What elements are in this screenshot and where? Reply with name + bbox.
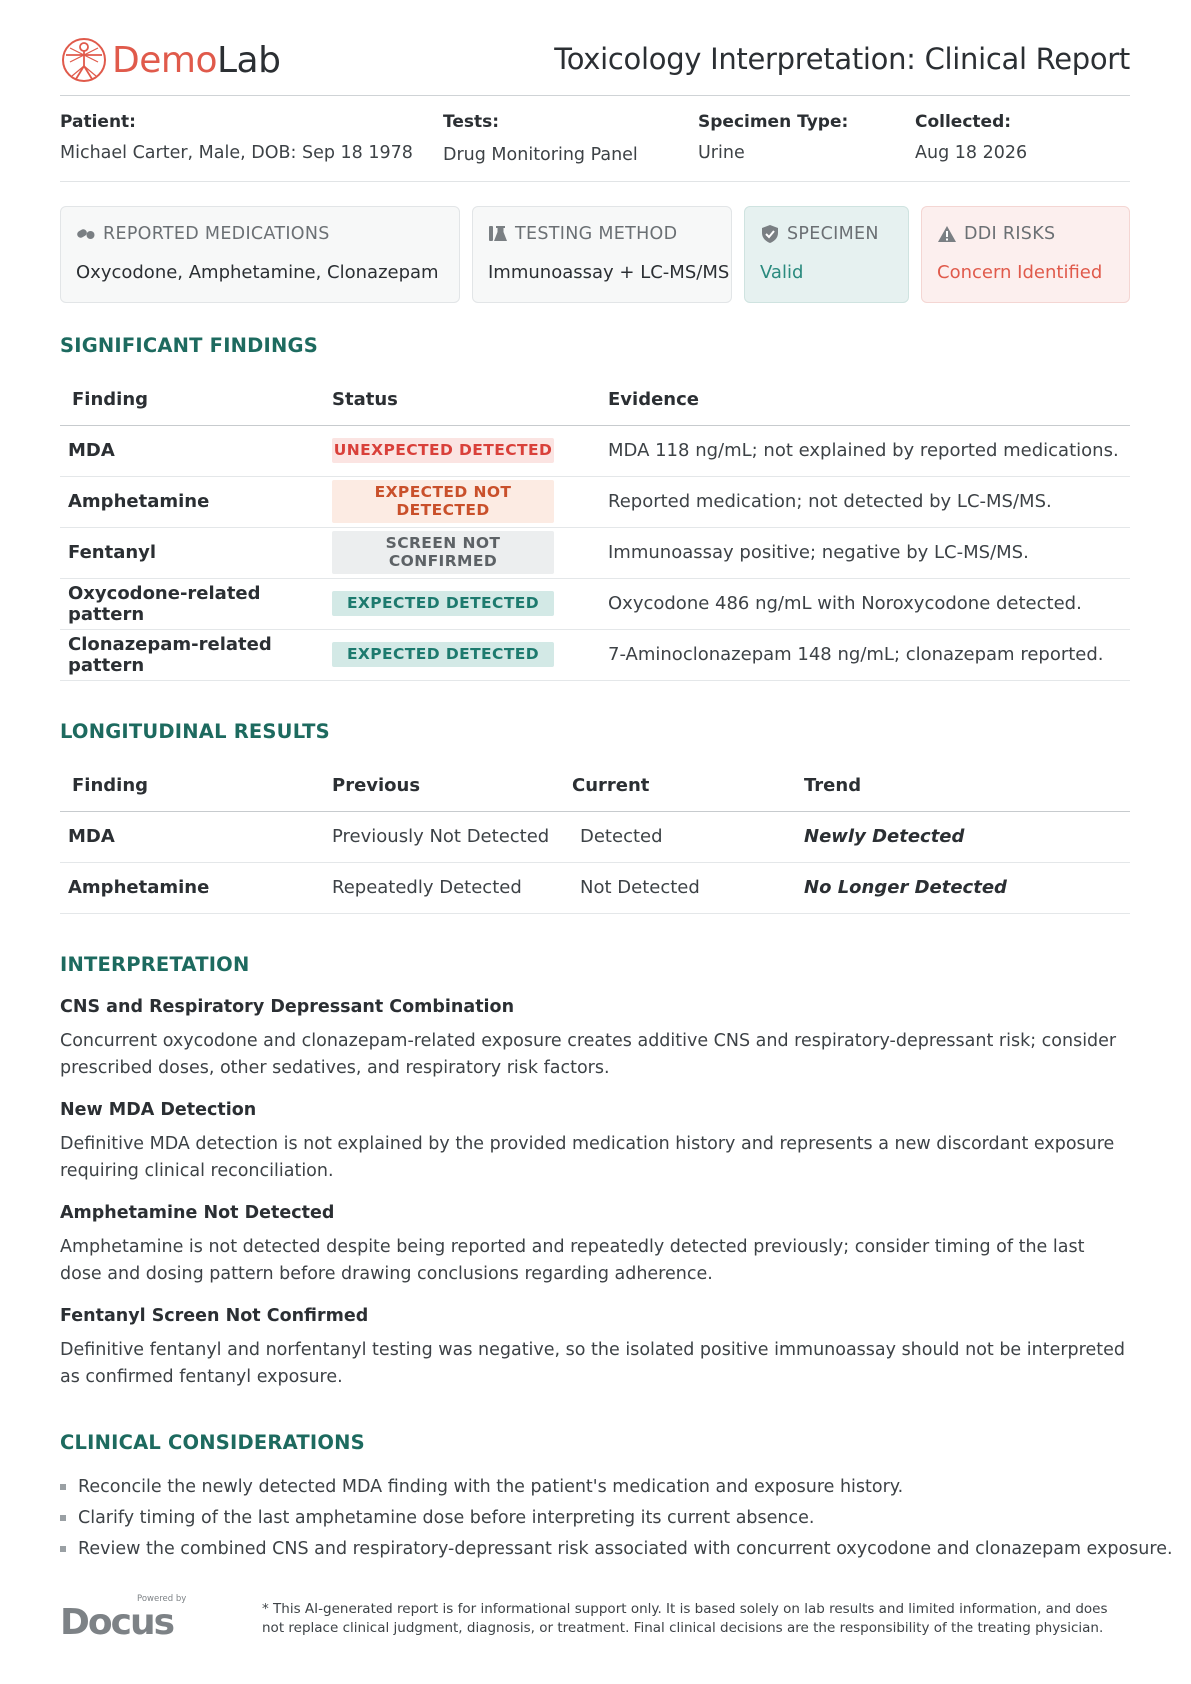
logo-demo-text: Demo (112, 39, 217, 81)
collected-label: Collected: (915, 112, 1012, 132)
trend-value: No Longer Detected (792, 862, 1130, 913)
status-badge: SCREEN NOT CONFIRMED (332, 531, 554, 574)
column-header-current: Current (560, 760, 792, 811)
logo-wordmark (112, 40, 280, 81)
collected-info (915, 112, 1027, 163)
report-title: Toxicology Interpretation: Clinical Report (554, 42, 1130, 76)
flask-icon (488, 224, 508, 244)
specimen-type-label: Specimen Type: (698, 112, 849, 132)
status-badge: EXPECTED DETECTED (332, 642, 554, 667)
specimen-type-info (698, 112, 848, 163)
evidence-text: 7-Aminoclonazepam 148 ng/mL; clonazepam reported. (596, 629, 1130, 680)
warning-icon (937, 224, 957, 244)
column-header-evidence: Evidence (596, 374, 1130, 425)
demolab-logo (60, 36, 280, 84)
patient-value: Michael Carter, Male, DOB: Sep 18 1978 (60, 143, 413, 163)
tests-info (443, 112, 638, 165)
specimen-value: Valid (760, 262, 804, 283)
table-row (60, 862, 1130, 913)
previous-value: Previously Not Detected (320, 811, 560, 862)
evidence-text: Immunoassay positive; negative by LC-MS/MS. (596, 527, 1130, 578)
ddi-risks-card (921, 206, 1130, 303)
patient-info (60, 112, 413, 163)
docus-logo (60, 1594, 190, 1643)
tests-value: Drug Monitoring Panel (443, 145, 638, 165)
longitudinal-results-title: LONGITUDINAL RESULTS (60, 720, 330, 743)
collected-value: Aug 18 2026 (915, 143, 1028, 163)
interpretation-title: INTERPRETATION (60, 953, 250, 976)
table-row (60, 476, 1130, 527)
interpretation-heading: CNS and Respiratory Depressant Combination (60, 997, 515, 1017)
previous-value: Repeatedly Detected (320, 862, 560, 913)
testing-method-value: Immunoassay + LC-MS/MS (488, 262, 730, 283)
status-badge: EXPECTED DETECTED (332, 591, 554, 616)
evidence-text: Oxycodone 486 ng/mL with Noroxycodone detected. (596, 578, 1130, 629)
clinical-considerations-title: CLINICAL CONSIDERATIONS (60, 1431, 365, 1454)
column-header-trend: Trend (792, 760, 1130, 811)
ddi-risks-label: DDI RISKS (964, 224, 1056, 244)
interpretation-heading: Amphetamine Not Detected (60, 1203, 335, 1223)
pills-icon (76, 224, 96, 244)
current-value: Not Detected (560, 862, 792, 913)
list-item: Review the combined CNS and respiratory-depressant risk associated with concurrent oxycodone and clonazepam exposure. (60, 1534, 1150, 1565)
finding-name: MDA (60, 811, 320, 862)
testing-method-card (472, 206, 732, 303)
table-row (60, 629, 1130, 680)
patient-info-bar (60, 112, 1130, 182)
finding-name: Clonazepam-related pattern (60, 629, 320, 680)
shield-check-icon (760, 224, 780, 244)
table-header-row (60, 374, 1130, 425)
reported-medications-value: Oxycodone, Amphetamine, Clonazepam (76, 262, 439, 283)
clinical-considerations-list (60, 1472, 1173, 1565)
evidence-text: MDA 118 ng/mL; not explained by reported medications. (596, 425, 1130, 476)
finding-name: Fentanyl (60, 527, 320, 578)
disclaimer-text: * This AI-generated report is for informational support only. It is based solely on lab results and limited information, and does not replace clinical judgment, diagnosis, or treatment. Final clinical decisions are the responsibility of the treating physician. (262, 1601, 1108, 1636)
finding-name: MDA (60, 425, 320, 476)
status-badge: UNEXPECTED DETECTED (332, 438, 554, 463)
significant-findings-table (60, 374, 1130, 681)
testing-method-label: TESTING METHOD (515, 224, 678, 244)
list-item: Clarify timing of the last amphetamine dose before interpreting its current absence. (60, 1503, 1150, 1534)
interpretation-heading: New MDA Detection (60, 1100, 257, 1120)
interpretation-paragraph: Definitive MDA detection is not explained by the provided medication history and represents a new discordant exposure requiring clinical reconciliation. (60, 1134, 1115, 1181)
table-header-row (60, 760, 1130, 811)
ddi-risks-value: Concern Identified (937, 262, 1103, 283)
powered-by-text: Powered by (137, 1594, 187, 1604)
patient-label: Patient: (60, 112, 136, 132)
status-badge: EXPECTED NOT DETECTED (332, 480, 554, 523)
finding-name: Amphetamine (60, 476, 320, 527)
longitudinal-results-table (60, 760, 1130, 914)
specimen-label: SPECIMEN (787, 224, 879, 244)
logo-lab-text: Lab (216, 39, 281, 81)
interpretation-heading: Fentanyl Screen Not Confirmed (60, 1306, 369, 1326)
tests-label: Tests: (443, 112, 500, 132)
report-header (60, 34, 1130, 96)
evidence-text: Reported medication; not detected by LC-MS/MS. (596, 476, 1130, 527)
significant-findings-title: SIGNIFICANT FINDINGS (60, 334, 318, 357)
finding-name: Oxycodone-related pattern (60, 578, 320, 629)
column-header-previous: Previous (320, 760, 560, 811)
reported-medications-card (60, 206, 460, 303)
specimen-card (744, 206, 909, 303)
interpretation-paragraph: Concurrent oxycodone and clonazepam-related exposure creates additive CNS and respiratory-depressant risk; consider prescribed doses, other sedatives, and respiratory risk factors. (60, 1031, 1117, 1078)
finding-name: Amphetamine (60, 862, 320, 913)
docus-wordmark: Docus (60, 1602, 174, 1643)
list-item: Reconcile the newly detected MDA finding with the patient's medication and exposure history. (60, 1472, 1150, 1503)
table-row (60, 578, 1130, 629)
column-header-finding: Finding (60, 374, 320, 425)
reported-medications-label: REPORTED MEDICATIONS (103, 224, 330, 244)
interpretation-paragraph: Amphetamine is not detected despite being reported and repeatedly detected previously; consider timing of the last dose and dosing pattern before drawing conclusions regarding adherence. (60, 1237, 1085, 1284)
vitruvian-man-icon (60, 36, 108, 84)
trend-value: Newly Detected (792, 811, 1130, 862)
table-row (60, 811, 1130, 862)
current-value: Detected (560, 811, 792, 862)
report-page (60, 0, 1173, 1684)
table-row (60, 527, 1130, 578)
column-header-finding: Finding (60, 760, 320, 811)
specimen-type-value: Urine (698, 143, 745, 163)
interpretation-paragraph: Definitive fentanyl and norfentanyl testing was negative, so the isolated positive immunoassay should not be interpreted as confirmed fentanyl exposure. (60, 1340, 1125, 1387)
column-header-status: Status (320, 374, 596, 425)
table-row (60, 425, 1130, 476)
